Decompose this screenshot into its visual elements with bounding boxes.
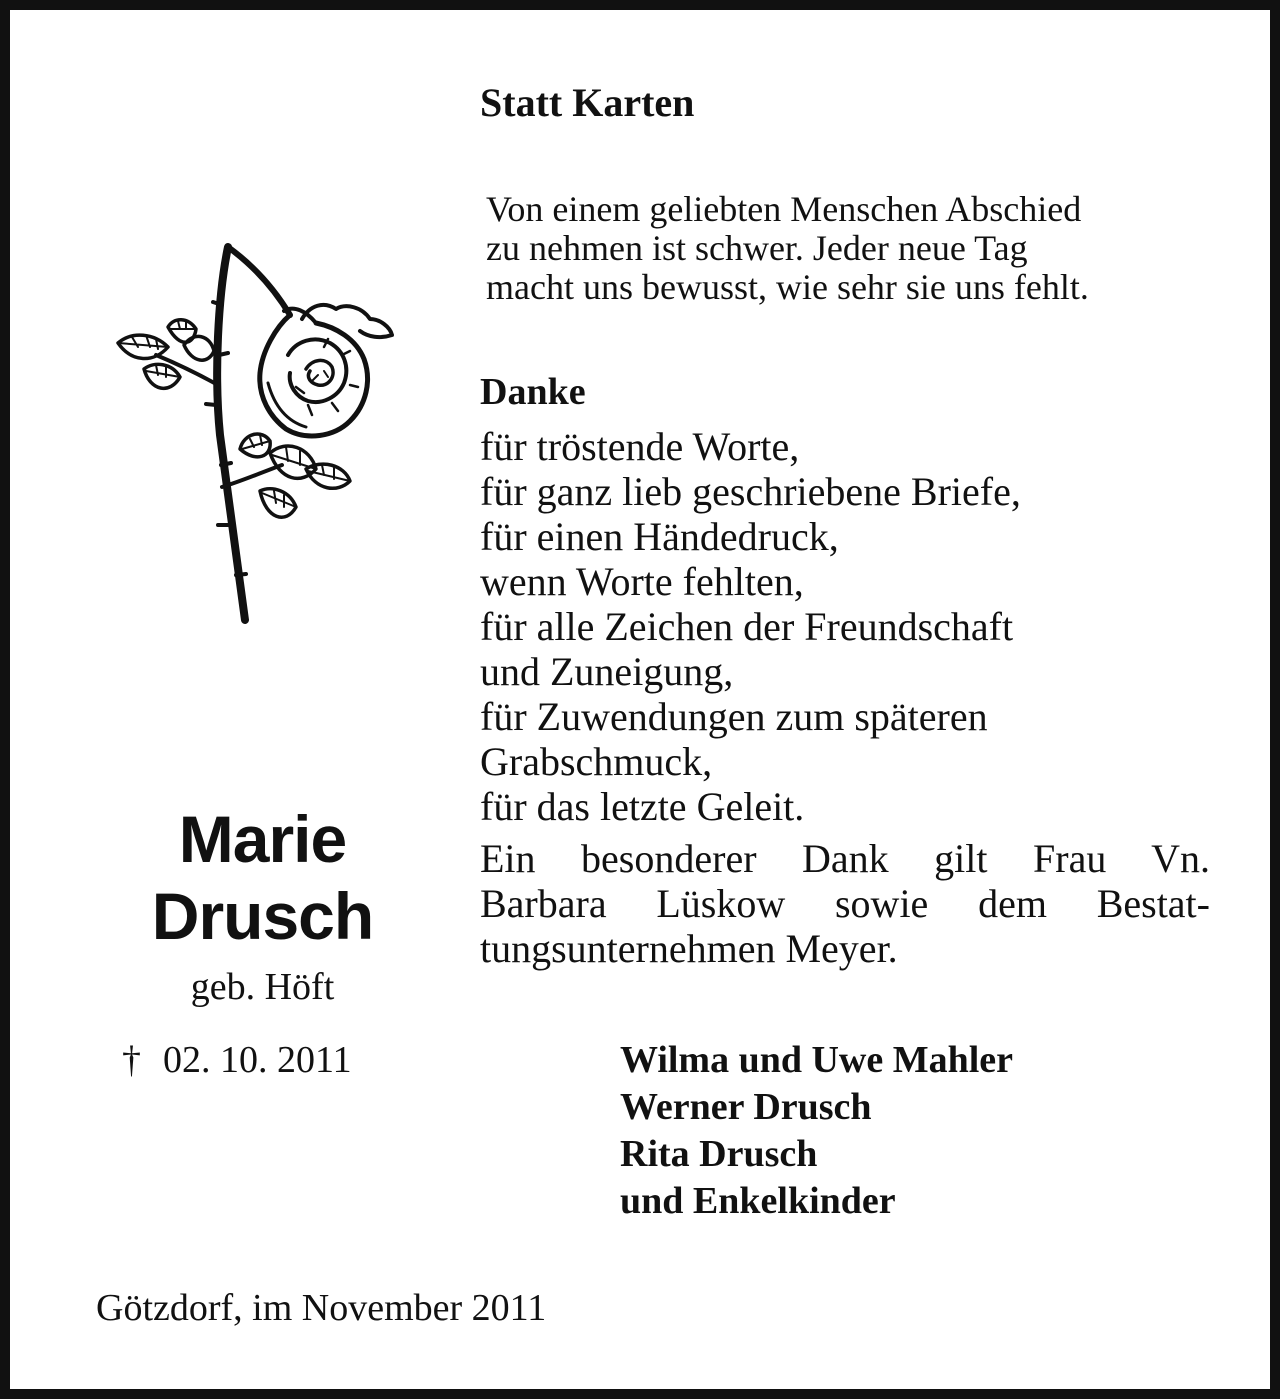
family-signatures — [620, 1037, 1013, 1225]
family-member: Wilma und Uwe Mahler — [620, 1039, 1014, 1081]
death-date: 02. 10. 2011 — [163, 1039, 352, 1081]
special-thanks-line: Ein besonderer Dank gilt Frau Vn. — [480, 836, 1210, 881]
thanks-line: Grabschmuck, — [480, 739, 713, 784]
place-and-date: Götzdorf, im November 2011 — [96, 1287, 547, 1329]
danke-heading: Danke — [480, 371, 586, 413]
thanks-line: für einen Händedruck, — [480, 514, 839, 559]
thanks-line: für alle Zeichen der Freundschaft — [480, 604, 1014, 649]
family-member: Rita Drusch — [620, 1133, 818, 1175]
quote-line: zu nehmen ist schwer. Jeder neue Tag — [486, 228, 1028, 268]
maiden-name: geb. Höft — [190, 966, 335, 1008]
special-thanks — [480, 836, 1210, 971]
family-member: und Enkelkinder — [620, 1180, 896, 1222]
thanks-line: für tröstende Worte, — [480, 424, 800, 469]
special-thanks-line: tungsunternehmen Meyer. — [480, 926, 898, 971]
thanks-line: für das letzte Geleit. — [480, 784, 805, 829]
thanks-list — [480, 424, 1021, 829]
quote-line: macht uns bewusst, wie sehr sie uns fehlt. — [486, 267, 1089, 307]
deceased-first-name: Marie — [178, 802, 347, 876]
special-thanks-line: Barbara Lüskow sowie dem Bestat- — [480, 881, 1210, 926]
quote-line: Von einem geliebten Menschen Abschied — [486, 189, 1082, 229]
thanks-line: für ganz lieb geschriebene Briefe, — [480, 469, 1021, 514]
header-statt-karten: Statt Karten — [480, 80, 695, 125]
thanks-line: wenn Worte fehlten, — [480, 559, 804, 604]
deceased-last-name: Drusch — [151, 879, 374, 953]
farewell-quote — [486, 190, 1089, 307]
death-date-line — [122, 1038, 352, 1082]
thanks-line: und Zuneigung, — [480, 649, 734, 694]
thanks-line: für Zuwendungen zum späteren — [480, 694, 988, 739]
family-member: Werner Drusch — [620, 1086, 872, 1128]
rose-icon — [110, 235, 400, 630]
cross-icon: † — [122, 1039, 141, 1081]
